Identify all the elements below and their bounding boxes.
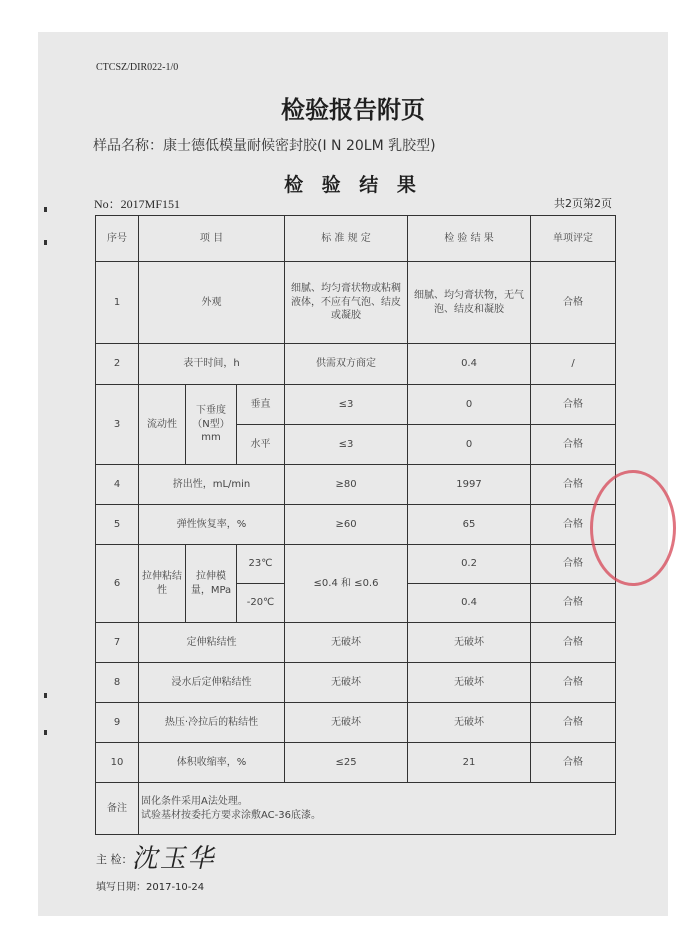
results-table xyxy=(95,215,616,835)
results-title: 检 验 结 果 xyxy=(284,174,422,196)
remarks-label: 备注 xyxy=(96,783,139,835)
margin-mark xyxy=(44,207,47,212)
table-row: 3 流动性 下垂度（N型）mm 垂直 ≤3 0 合格 xyxy=(96,385,616,425)
table-row: 4 挤出性，mL/min ≥80 1997 合格 xyxy=(96,465,616,505)
col-header-no: 序号 xyxy=(96,216,139,262)
margin-mark xyxy=(44,730,47,735)
table-header-row xyxy=(96,216,616,262)
fill-date: 填写日期：2017-10-24 xyxy=(96,882,205,893)
col-header-standard: 标 准 规 定 xyxy=(285,216,408,262)
document-number: CTCSZ/DIR022-1/0 xyxy=(96,62,179,73)
table-row: 2 表干时间，h 供需双方商定 0.4 / xyxy=(96,344,616,385)
table-row: 9 热压·冷拉后的粘结性 无破坏 无破坏 合格 xyxy=(96,703,616,743)
table-row: 1 外观 细腻、均匀膏状物或粘稠液体，不应有气泡、结皮或凝胶 细腻、均匀膏状物，无气泡、结皮和凝胶 合格 xyxy=(96,262,616,344)
page-title: 检验报告附页 xyxy=(281,95,425,124)
col-header-item: 项 目 xyxy=(139,216,285,262)
sample-label: 样品名称： xyxy=(93,138,163,154)
table-row: 水平 ≤3 0 合格 xyxy=(96,425,616,465)
margin-mark xyxy=(44,693,47,698)
inspector-label: 主 检： xyxy=(96,853,133,866)
table-row: 10 体积收缩率，% ≤25 21 合格 xyxy=(96,743,616,783)
table-row: 7 定伸粘结性 无破坏 无破坏 合格 xyxy=(96,623,616,663)
inspector-signature: 沈玉华 xyxy=(130,844,221,874)
col-header-result: 检 验 结 果 xyxy=(408,216,531,262)
remarks-row xyxy=(96,783,616,835)
table-row: 8 浸水后定伸粘结性 无破坏 无破坏 合格 xyxy=(96,663,616,703)
table-row: 6 拉伸粘结性 拉伸模量，MPa 23℃ ≤0.4 和 ≤0.6 0.2 合格 xyxy=(96,545,616,584)
col-header-verdict: 单项评定 xyxy=(531,216,616,262)
margin-mark xyxy=(44,240,47,245)
report-number: No：2017MF151 xyxy=(94,197,181,211)
inspection-stamp xyxy=(590,470,676,586)
page-info: 共2页第2页 xyxy=(554,197,612,210)
sample-name: 康士德低模量耐候密封胶(I N 20LM 乳胶型) xyxy=(163,138,436,154)
table-row: 5 弹性恢复率，% ≥60 65 合格 xyxy=(96,505,616,545)
table-row: -20℃ 0.4 合格 xyxy=(96,584,616,623)
remarks-text: 固化条件采用A法处理。 试验基材按委托方要求涂敷AC-36底漆。 xyxy=(139,783,616,835)
report-page xyxy=(38,32,668,916)
sample-name-line xyxy=(93,135,436,155)
